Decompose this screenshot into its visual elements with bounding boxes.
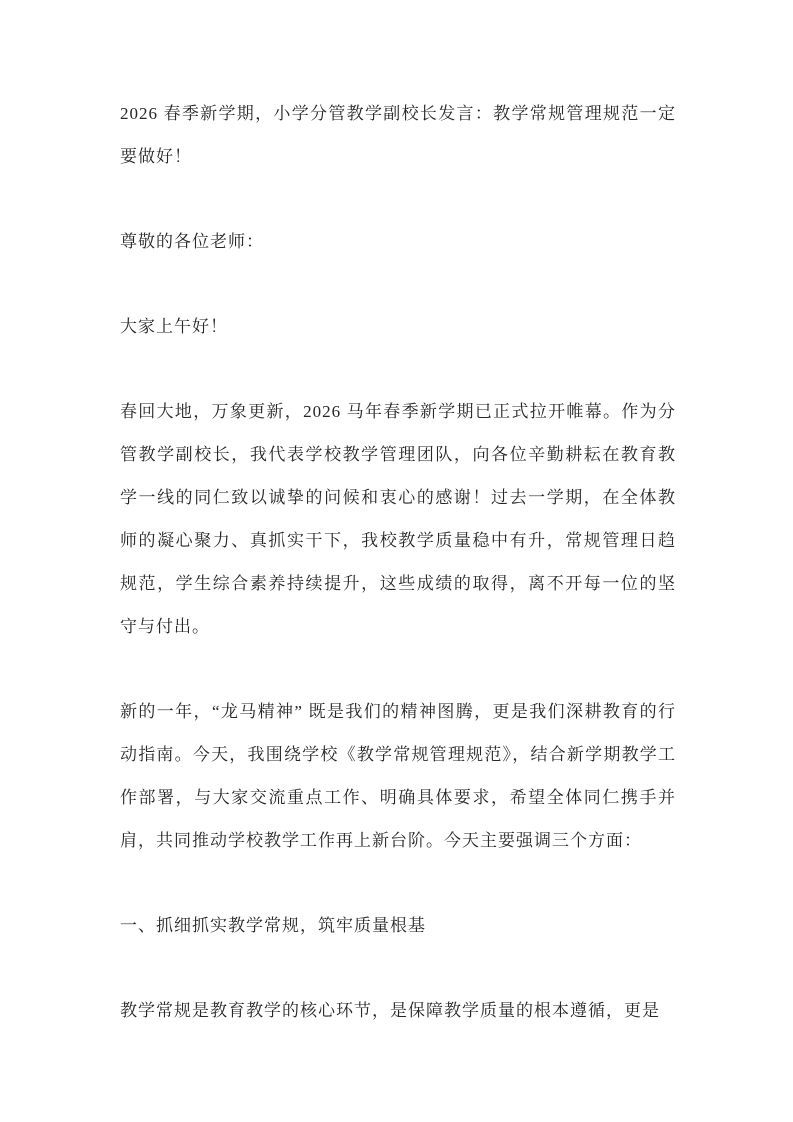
greeting-line: 大家上午好！ [120, 317, 228, 336]
section-1-paragraph: 教学常规是教育教学的核心环节，是保障教学质量的根本遵循，更是 [120, 1001, 660, 1020]
document-title: 2026 春季新学期，小学分管教学副校长发言：教学常规管理规范一定要做好！ [120, 104, 676, 166]
salutation-line: 尊敬的各位老师： [120, 232, 264, 251]
theme-paragraph: 新的一年，“龙马精神” 既是我们的精神图腾，更是我们深耕教育的行动指南。今天，我围绕学校《教学常规管理规范》，结合新学期教学工作部署，与大家交流重点工作、明确具体要求，希望全体同仁携手并肩，共同推动学校教学工作再上新台阶。今天主要强调三个方面： [120, 702, 676, 850]
intro-paragraph: 春回大地，万象更新，2026 马年春季新学期已正式拉开帷幕。作为分管教学副校长，我代表学校教学管理团队，向各位辛勤耕耘在教育教学一线的同仁致以诚挚的问候和衷心的感谢！过去一学期，在全体教师的凝心聚力、真抓实干下，我校教学质量稳中有升，常规管理日趋规范，学生综合素养持续提升，这些成绩的取得，离不开每一位的坚守与付出。 [120, 402, 676, 636]
section-heading-1: 一、抓细抓实教学常规，筑牢质量根基 [120, 916, 426, 935]
